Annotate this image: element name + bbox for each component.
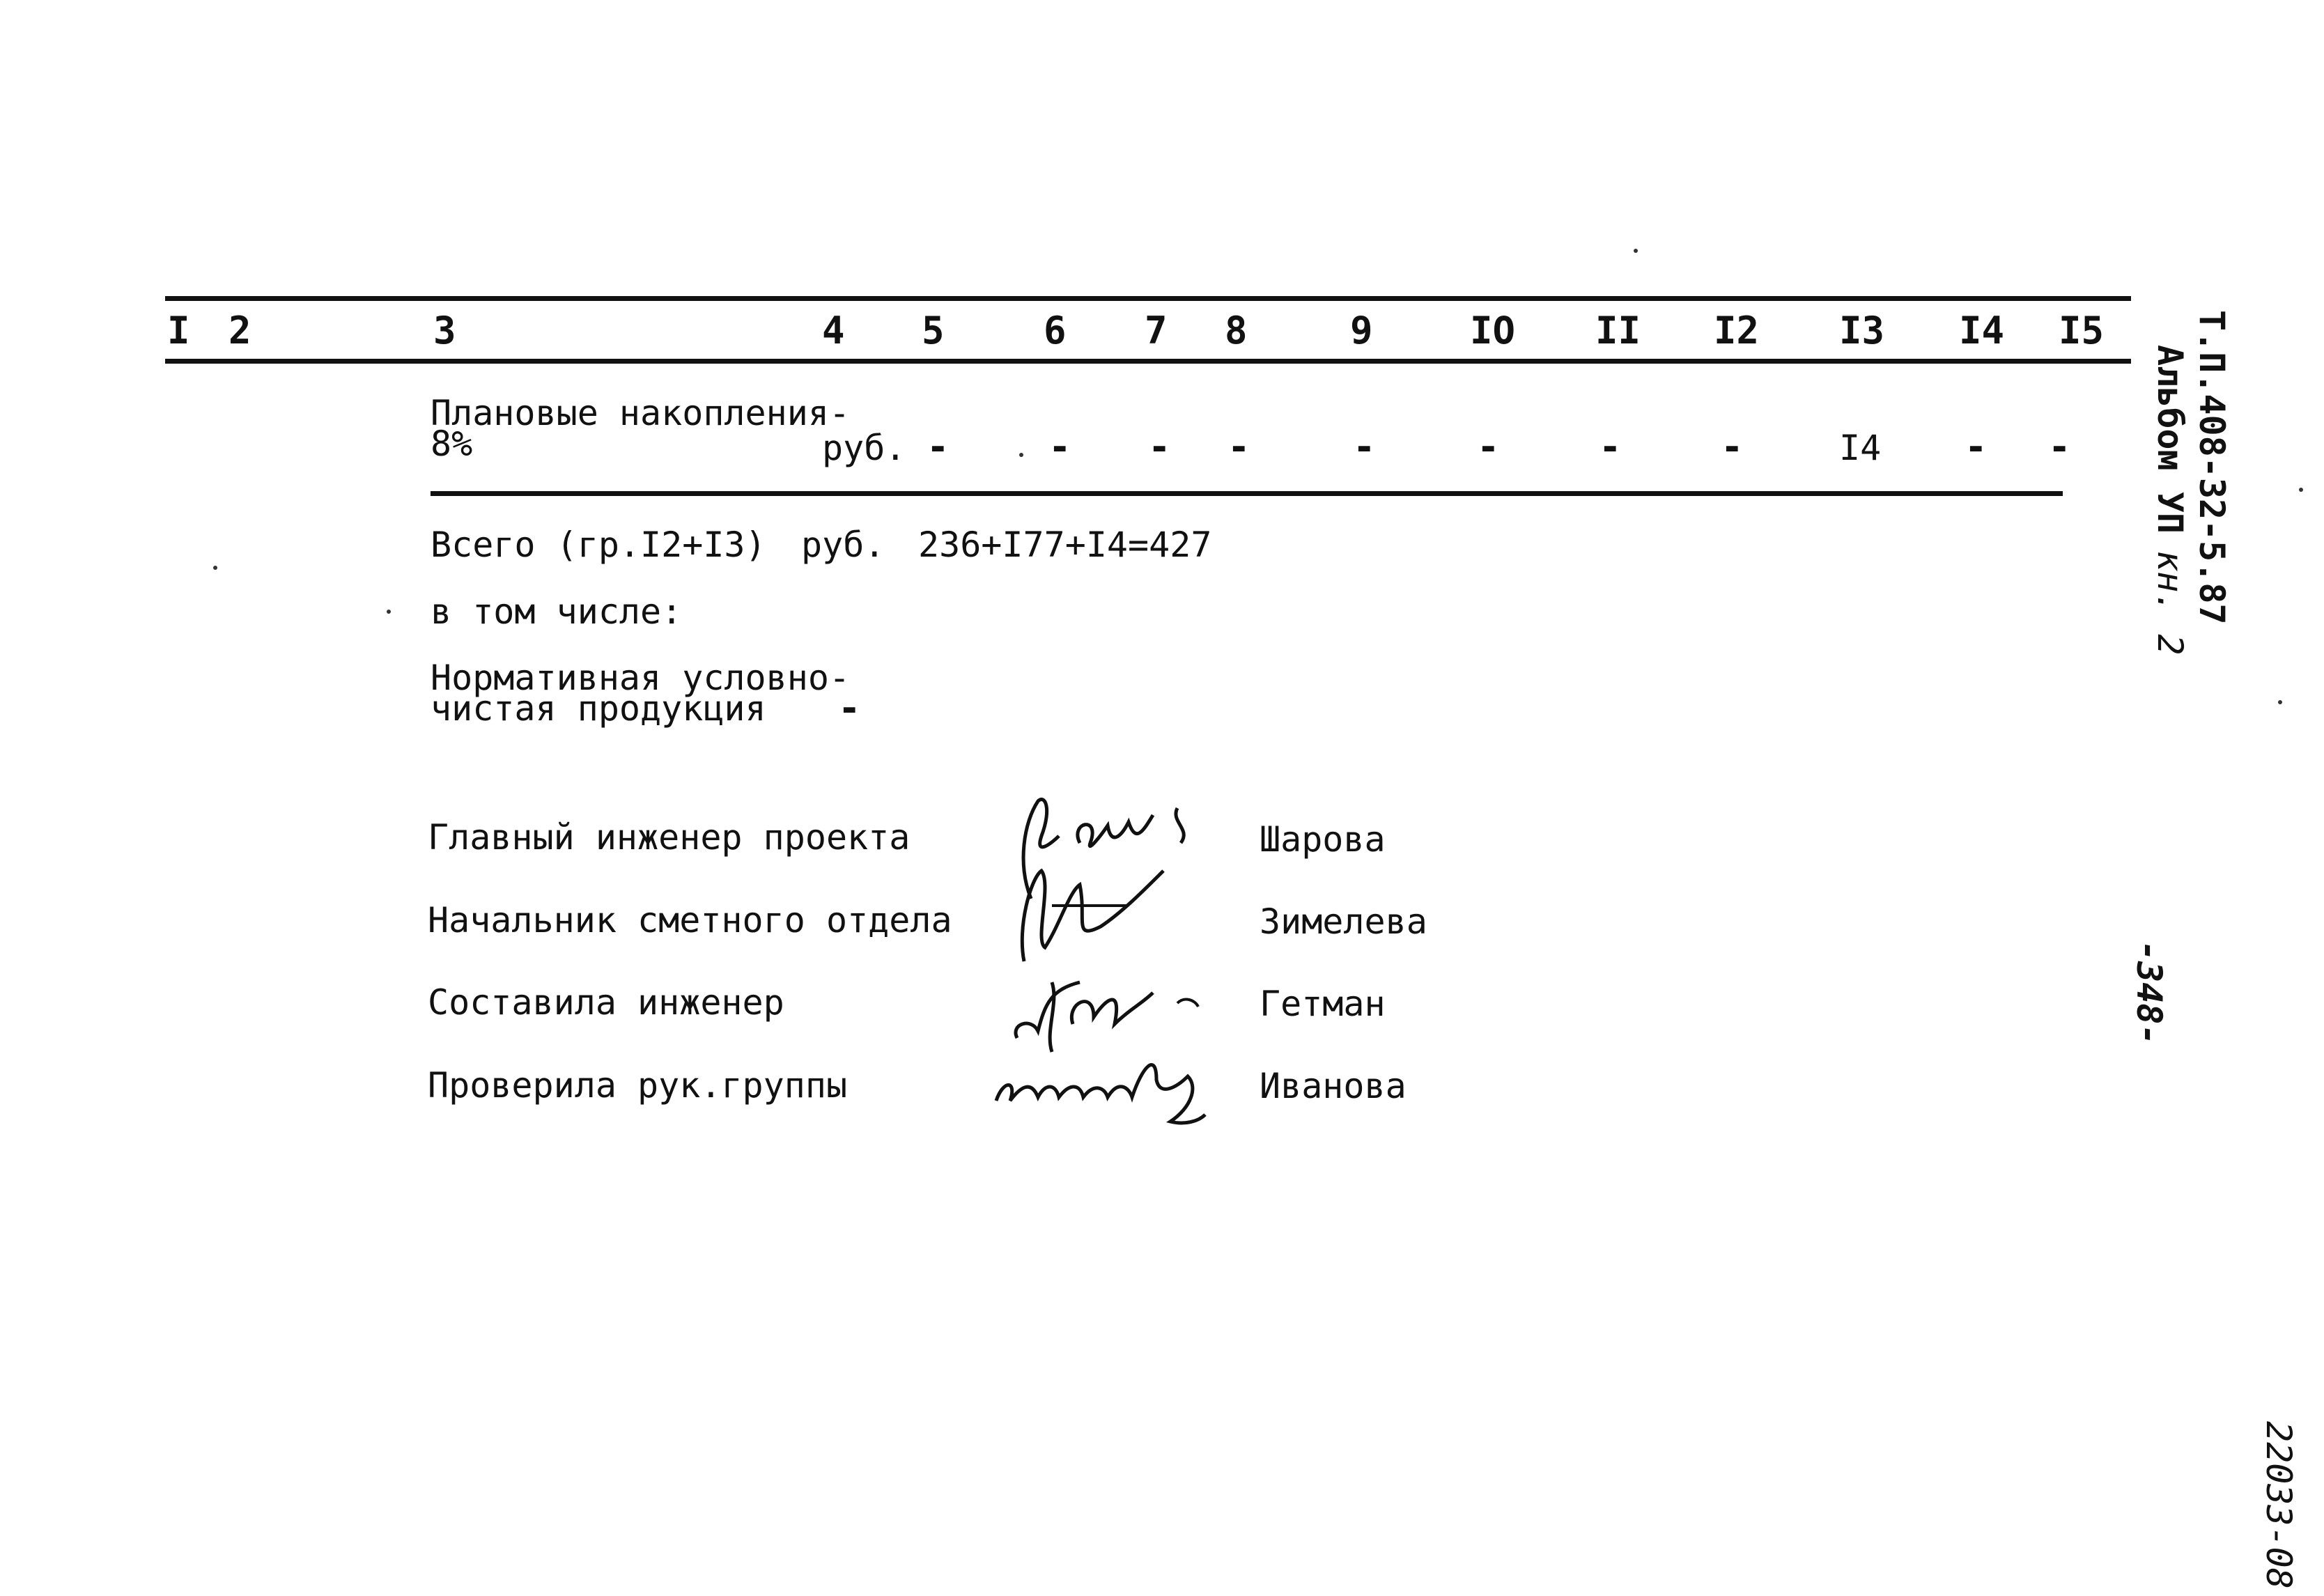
including-label: в том числе: xyxy=(431,591,683,632)
column-header-10: IO xyxy=(1470,309,1516,352)
signature-role-checker: Проверила рук.группы xyxy=(428,1065,848,1106)
signature-name-chief-engineer: Шарова xyxy=(1260,819,1386,860)
column-header-6: 6 xyxy=(1044,309,1067,352)
normative-label-line2: чистая продукция xyxy=(431,688,766,729)
column-header-7: 7 xyxy=(1145,309,1168,352)
handwritten-signature-getman xyxy=(1003,961,1226,1059)
accumulation-percent: 8% xyxy=(431,424,473,464)
signature-name-compiler: Гетман xyxy=(1260,984,1386,1024)
row-separator-rule xyxy=(431,491,2063,496)
totals-unit: руб. xyxy=(801,525,885,565)
cell-col5: - xyxy=(927,425,950,469)
page-number: -348- xyxy=(2129,940,2169,1046)
column-header-14: I4 xyxy=(1959,309,2005,352)
column-header-9: 9 xyxy=(1350,309,1373,352)
scan-speck xyxy=(213,566,217,570)
signature-name-estimate-head: Зимелева xyxy=(1260,901,1427,942)
archive-number: 22033-08 xyxy=(2259,1421,2299,1589)
accumulation-unit: руб. xyxy=(822,428,906,468)
scan-speck xyxy=(1019,453,1023,457)
cell-col11: - xyxy=(1599,425,1622,469)
column-header-8: 8 xyxy=(1225,309,1248,352)
scan-speck xyxy=(2299,488,2303,492)
column-header-1: I xyxy=(167,309,190,352)
totals-formula: 236+I77+I4=427 xyxy=(918,525,1212,565)
column-header-15: I5 xyxy=(2059,309,2105,352)
scan-speck xyxy=(2278,700,2282,704)
document-code: Т.П.408-32-5.87 xyxy=(2192,310,2232,625)
scan-speck xyxy=(387,610,391,614)
cell-col14: - xyxy=(1965,425,1988,469)
cell-col10: - xyxy=(1477,425,1500,469)
cell-col9: - xyxy=(1353,425,1376,469)
cell-col12: - xyxy=(1721,425,1744,469)
totals-label: Всего (гр.I2+I3) xyxy=(431,525,766,565)
column-header-2: 2 xyxy=(228,309,251,352)
cell-col15: - xyxy=(2048,425,2071,469)
handwritten-signature-zimeleva xyxy=(1003,864,1184,968)
accumulation-label: Плановые накопления- xyxy=(431,393,851,433)
column-header-11: II xyxy=(1595,309,1641,352)
normative-label-line1: Нормативная условно- xyxy=(431,658,851,698)
normative-value: - xyxy=(838,686,861,730)
header-top-rule xyxy=(165,296,2131,301)
signature-role-chief-engineer: Главный инженер проекта xyxy=(428,817,911,858)
handwritten-signature-ivanova xyxy=(989,1045,1240,1136)
book-label: кн. 2 xyxy=(2150,550,2190,656)
signature-name-checker: Иванова xyxy=(1260,1066,1407,1106)
signature-role-estimate-head: Начальник сметного отдела xyxy=(428,900,952,940)
album-label: Альбом УП xyxy=(2150,345,2190,534)
header-bottom-rule xyxy=(165,359,2131,364)
signature-role-compiler: Составила инженер xyxy=(428,982,784,1023)
column-header-13: I3 xyxy=(1839,309,1885,352)
column-header-12: I2 xyxy=(1714,309,1760,352)
column-header-4: 4 xyxy=(822,309,845,352)
column-header-5: 5 xyxy=(922,309,945,352)
cell-col7: - xyxy=(1148,425,1171,469)
cell-col13: I4 xyxy=(1839,428,1882,468)
cell-col6: - xyxy=(1048,425,1071,469)
scan-speck xyxy=(1634,249,1638,253)
column-header-3: 3 xyxy=(433,309,456,352)
cell-col8: - xyxy=(1227,425,1250,469)
